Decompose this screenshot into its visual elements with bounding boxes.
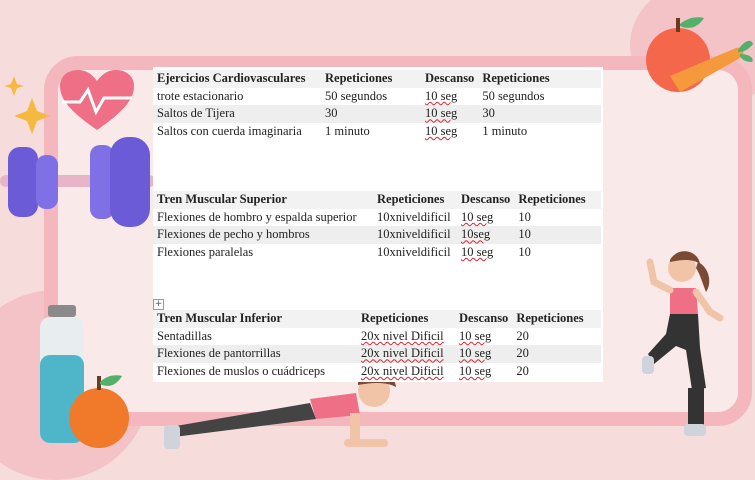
upper-header-exercise: Tren Muscular Superior <box>153 191 373 209</box>
reps2-cell: 1 minuto <box>482 123 528 138</box>
rest-cell <box>421 105 478 123</box>
reps-cell: 30 <box>321 105 421 123</box>
lower-header-reps: Repeticiones <box>357 310 455 328</box>
exercise-cell: Saltos con cuerda imaginaria <box>157 123 302 138</box>
heart-icon <box>58 68 136 134</box>
lower-header-rest: Descanso <box>455 310 512 328</box>
rest-value: 10 seg <box>459 363 492 378</box>
upper-header-reps: Repeticiones <box>373 191 457 209</box>
apple-carrot-icon <box>640 10 755 100</box>
rest-value: 10 seg <box>459 328 492 343</box>
upper-header-row <box>153 191 601 209</box>
reps-value: 20x nivel Dificil <box>361 328 444 343</box>
table-row <box>153 363 601 381</box>
lower-header-row <box>153 310 601 328</box>
reps2-cell: 30 <box>478 105 601 123</box>
table-row <box>153 123 601 141</box>
reps-cell <box>357 345 455 363</box>
reps2-cell: 10 <box>518 209 531 224</box>
table-row <box>153 209 601 227</box>
cardio-header-exercise: Ejercicios Cardiovasculares <box>153 70 321 88</box>
dumbbell-icon <box>0 137 155 227</box>
upper-header-rest: Descanso <box>457 191 514 209</box>
exercise-cell: Saltos de Tijera <box>153 105 321 123</box>
rest-cell <box>457 226 514 244</box>
table-row <box>153 244 601 262</box>
reps-cell: 10xniveldificil <box>373 226 457 244</box>
exercise-cell: Flexiones de muslos o cuádriceps <box>157 363 326 378</box>
cardio-header-rest: Descanso <box>421 70 478 88</box>
reps-cell: 10xniveldificil <box>377 244 451 259</box>
rest-value: 10 seg <box>461 209 494 224</box>
running-woman-icon <box>640 248 730 443</box>
reps-cell <box>357 328 455 346</box>
rest-cell <box>455 328 512 346</box>
table-row <box>153 105 601 123</box>
rest-value: 10seg <box>461 227 491 242</box>
cardio-header-reps: Repeticiones <box>321 70 421 88</box>
reps-value: 20x nivel Dificil <box>361 363 444 378</box>
rest-cell <box>455 363 512 381</box>
table-row <box>153 226 601 244</box>
rest-value: 10 seg <box>425 123 458 138</box>
table-row <box>153 345 601 363</box>
lower-header-reps2: Repeticiones <box>512 310 601 328</box>
rest-cell <box>457 244 514 262</box>
exercise-cell: Flexiones de hombro y espalda superior <box>157 209 357 224</box>
exercise-cell: Sentadillas <box>157 328 212 343</box>
cardio-header-row <box>153 70 601 88</box>
sparkle-icon <box>4 76 54 138</box>
exercise-cell: Flexiones de pantorrillas <box>153 345 357 363</box>
rest-cell <box>421 123 478 141</box>
apple-icon <box>66 372 132 450</box>
reps2-cell: 10 <box>518 244 531 259</box>
rest-value: 10 seg <box>425 88 458 103</box>
reps-cell: 1 minuto <box>325 123 370 138</box>
rest-cell <box>421 88 478 106</box>
exercise-cell: Flexiones paralelas <box>157 244 254 259</box>
exercise-cell: trote estacionario <box>157 88 244 103</box>
reps2-cell: 20 <box>516 328 529 343</box>
reps2-cell: 10 <box>514 226 601 244</box>
table-row <box>153 88 601 106</box>
lower-body-table <box>153 310 601 380</box>
reps-cell <box>357 363 455 381</box>
rest-value: 10 seg <box>425 106 458 121</box>
table-anchor-icon[interactable]: + <box>154 299 163 309</box>
exercise-document <box>153 67 603 382</box>
cardio-header-reps2: Repeticiones <box>478 70 601 88</box>
reps2-cell: 50 segundos <box>482 88 545 103</box>
cardio-table <box>153 70 601 140</box>
exercise-cell: Flexiones de pecho y hombros <box>153 226 373 244</box>
lower-header-exercise: Tren Muscular Inferior <box>153 310 357 328</box>
reps-cell: 10xniveldificil <box>377 209 451 224</box>
reps-value: 20x nivel Dificil <box>361 346 444 361</box>
reps-cell: 50 segundos <box>325 88 388 103</box>
reps2-cell: 20 <box>512 345 601 363</box>
upper-header-reps2: Repeticiones <box>514 191 601 209</box>
rest-value: 10 seg <box>459 346 492 361</box>
table-row <box>153 328 601 346</box>
upper-body-table <box>153 191 601 261</box>
reps2-cell: 20 <box>516 363 529 378</box>
rest-cell <box>457 209 514 227</box>
rest-cell <box>455 345 512 363</box>
rest-value: 10 seg <box>461 244 494 259</box>
